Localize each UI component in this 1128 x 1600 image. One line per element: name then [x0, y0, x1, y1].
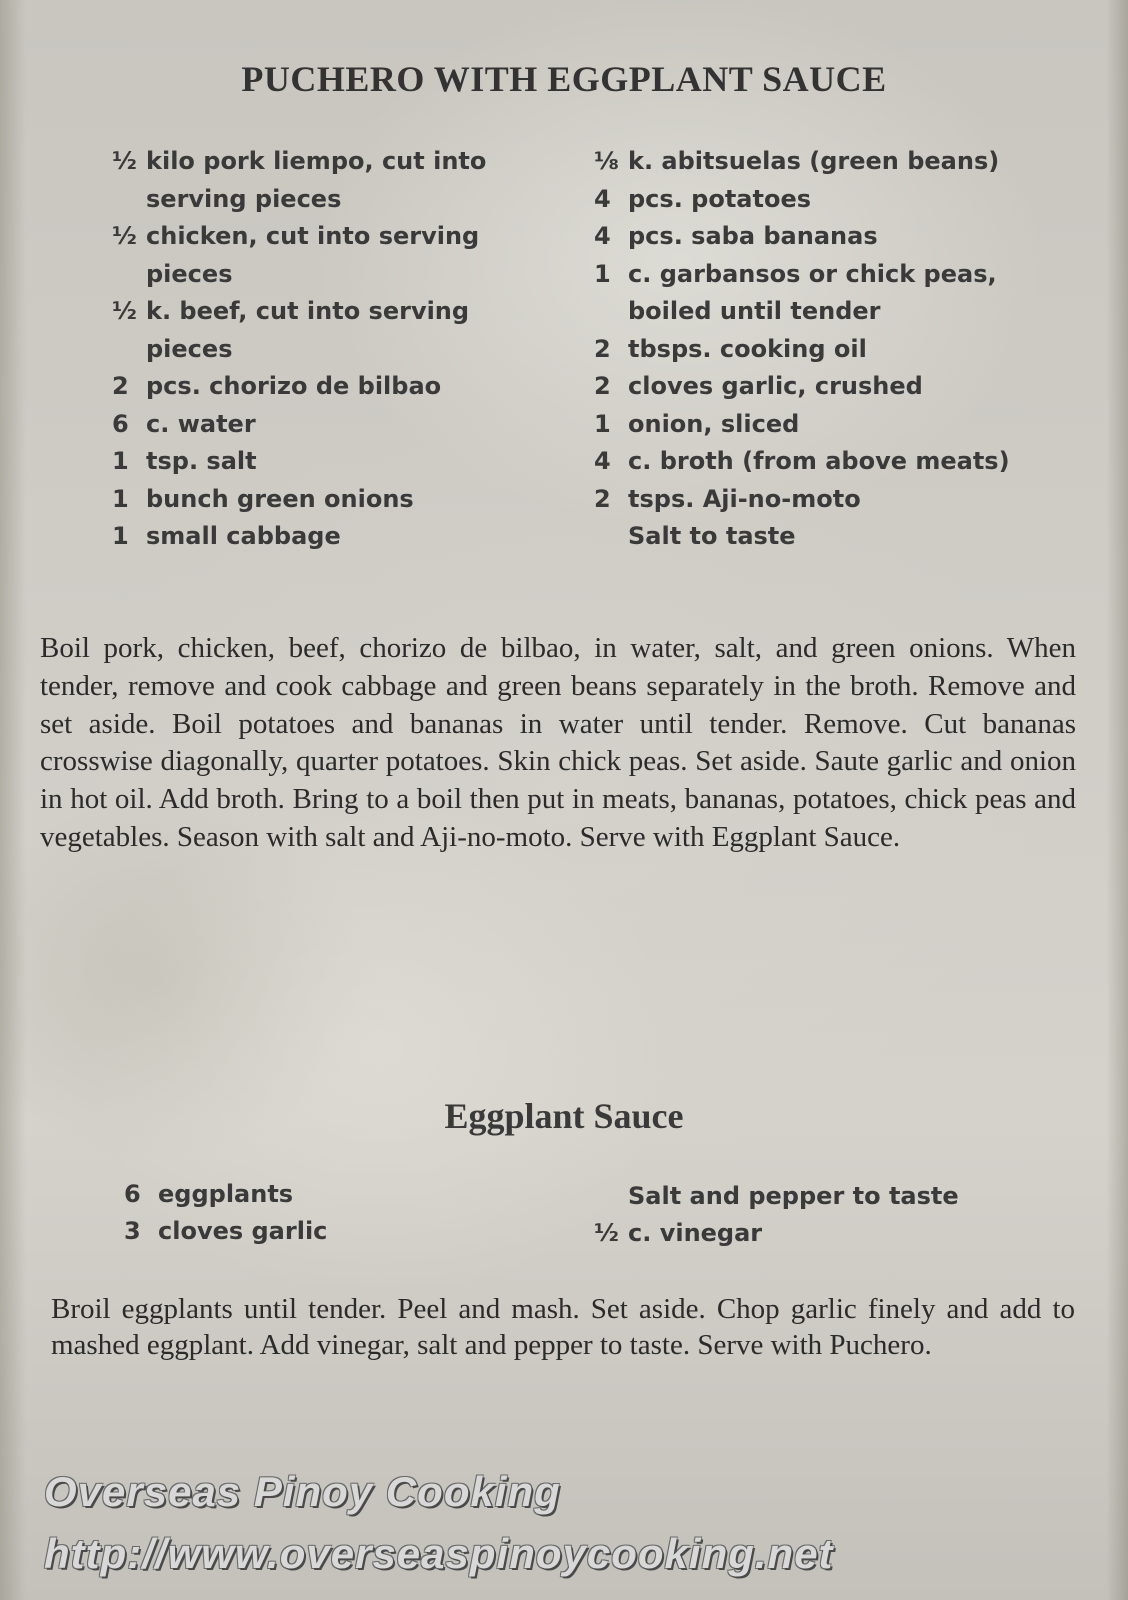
- ingredient-qty: 1: [594, 409, 611, 438]
- ingredient-qty: 6: [124, 1180, 141, 1208]
- ingredient-item: [124, 1176, 504, 1213]
- ingredient-item: [594, 218, 1064, 256]
- ingredient-continuation: pieces: [146, 334, 233, 363]
- ingredient-text: Salt to taste: [628, 522, 796, 550]
- ingredient-qty: 4: [594, 222, 611, 250]
- ingredient-text: c. broth (from above meats): [628, 447, 1010, 475]
- ingredient-item: [112, 443, 532, 481]
- sauce-instructions: Broil eggplants until tender. Peel and mash. Set aside. Chop garlic finely and add to mashed eggplant. Add vinegar, salt and pepper to taste. Serve with Puchero.: [51, 1293, 1075, 1361]
- ingredient-item: [112, 218, 532, 293]
- ingredient-qty: ½: [112, 297, 137, 325]
- ingredient-qty: 1: [594, 259, 611, 288]
- ingredient-item: [594, 368, 1064, 406]
- ingredient-text: pcs. chorizo de bilbao: [146, 372, 442, 400]
- page-edge-shadow-right: [1106, 0, 1128, 1600]
- ingredient-qty: 3: [124, 1217, 141, 1245]
- sauce-ingredients-right-column: [594, 1178, 1054, 1252]
- page-edge-shadow-left: [0, 0, 26, 1600]
- ingredient-item: [124, 1213, 504, 1250]
- ingredient-text: tbsps. cooking oil: [628, 334, 867, 363]
- ingredient-qty: ½: [594, 1219, 619, 1247]
- ingredient-qty: 4: [594, 447, 611, 475]
- ingredient-item: [594, 181, 1064, 219]
- ingredient-text: k. beef, cut into serving: [146, 297, 470, 325]
- ingredient-item: [594, 518, 1064, 556]
- ingredient-item: [594, 481, 1064, 519]
- ingredient-continuation: pieces: [146, 259, 233, 288]
- ingredient-text: small cabbage: [146, 522, 341, 550]
- ingredient-item: [112, 518, 532, 556]
- ingredient-item: [594, 1215, 1054, 1252]
- ingredient-text: c. vinegar: [628, 1219, 763, 1247]
- sauce-ingredients-left-column: [124, 1176, 504, 1250]
- ingredient-qty: ½: [112, 147, 137, 175]
- ingredient-item: [594, 443, 1064, 481]
- ingredient-text: pcs. potatoes: [628, 184, 812, 213]
- ingredient-qty: 4: [594, 184, 611, 213]
- ingredients-left-column: [112, 143, 532, 556]
- ingredient-text: chicken, cut into serving: [146, 222, 480, 250]
- ingredient-qty: 2: [594, 372, 611, 400]
- ingredient-text: k. abitsuelas (green beans): [628, 147, 1000, 175]
- ingredient-item: [594, 331, 1064, 369]
- ingredient-qty: ½: [112, 222, 137, 250]
- ingredient-item: [594, 143, 1064, 181]
- watermark-site-name: Overseas Pinoy Cooking: [44, 1468, 561, 1515]
- ingredient-qty: 2: [112, 372, 129, 400]
- ingredient-text: kilo pork liempo, cut into: [146, 147, 487, 175]
- ingredient-text: cloves garlic, crushed: [628, 372, 923, 400]
- ingredient-item: [112, 368, 532, 406]
- ingredient-continuation: serving pieces: [146, 184, 342, 213]
- ingredient-item: [112, 293, 532, 368]
- recipe-instructions: Boil pork, chicken, beef, chorizo de bilbao, in water, salt, and green onions. When tender, remove and cook cabbage and green beans separately in the broth. Remove and set aside. Boil potatoes and bananas in water until tender. Remove. Cut bananas crosswise diagonally, quarter potatoes. Skin chick peas. Set aside. Saute garlic and onion in hot oil. Add broth. Bring to a boil then put in meats, bananas, potatoes, chick peas and vegetables. Season with salt and Aji-no-moto. Serve with Eggplant Sauce.: [40, 632, 1076, 853]
- sauce-title: Eggplant Sauce: [444, 1096, 684, 1136]
- ingredient-item: [112, 143, 532, 218]
- ingredient-qty: 2: [594, 484, 611, 513]
- ingredient-text: c. water: [146, 409, 256, 438]
- ingredient-text: tsps. Aji-no-moto: [628, 484, 861, 513]
- ingredients-right-column: [594, 143, 1064, 556]
- ingredient-item: [594, 256, 1064, 331]
- ingredient-qty: 1: [112, 447, 129, 475]
- ingredient-text: eggplants: [158, 1180, 294, 1208]
- ingredient-text: c. garbansos or chick peas,: [628, 259, 997, 288]
- recipe-title: PUCHERO WITH EGGPLANT SAUCE: [241, 59, 887, 99]
- ingredient-qty: 1: [112, 522, 129, 550]
- ingredient-text: cloves garlic: [158, 1217, 328, 1245]
- ingredient-qty: 1: [112, 484, 129, 513]
- ingredient-text: Salt and pepper to taste: [628, 1182, 959, 1210]
- ingredient-continuation: boiled until tender: [628, 297, 881, 325]
- ingredient-item: [112, 481, 532, 519]
- ingredient-qty: 2: [594, 334, 611, 363]
- ingredient-qty: 6: [112, 409, 129, 438]
- ingredient-item: [112, 406, 532, 444]
- ingredient-item: [594, 1178, 1054, 1215]
- ingredient-text: bunch green onions: [146, 484, 414, 513]
- ingredient-item: [594, 406, 1064, 444]
- ingredient-text: onion, sliced: [628, 409, 800, 438]
- ingredient-text: tsp. salt: [146, 447, 257, 475]
- ingredient-text: pcs. saba bananas: [628, 222, 878, 250]
- ingredient-qty: ⅛: [594, 147, 619, 175]
- watermark-url: http://www.overseaspinoycooking.net: [44, 1530, 834, 1577]
